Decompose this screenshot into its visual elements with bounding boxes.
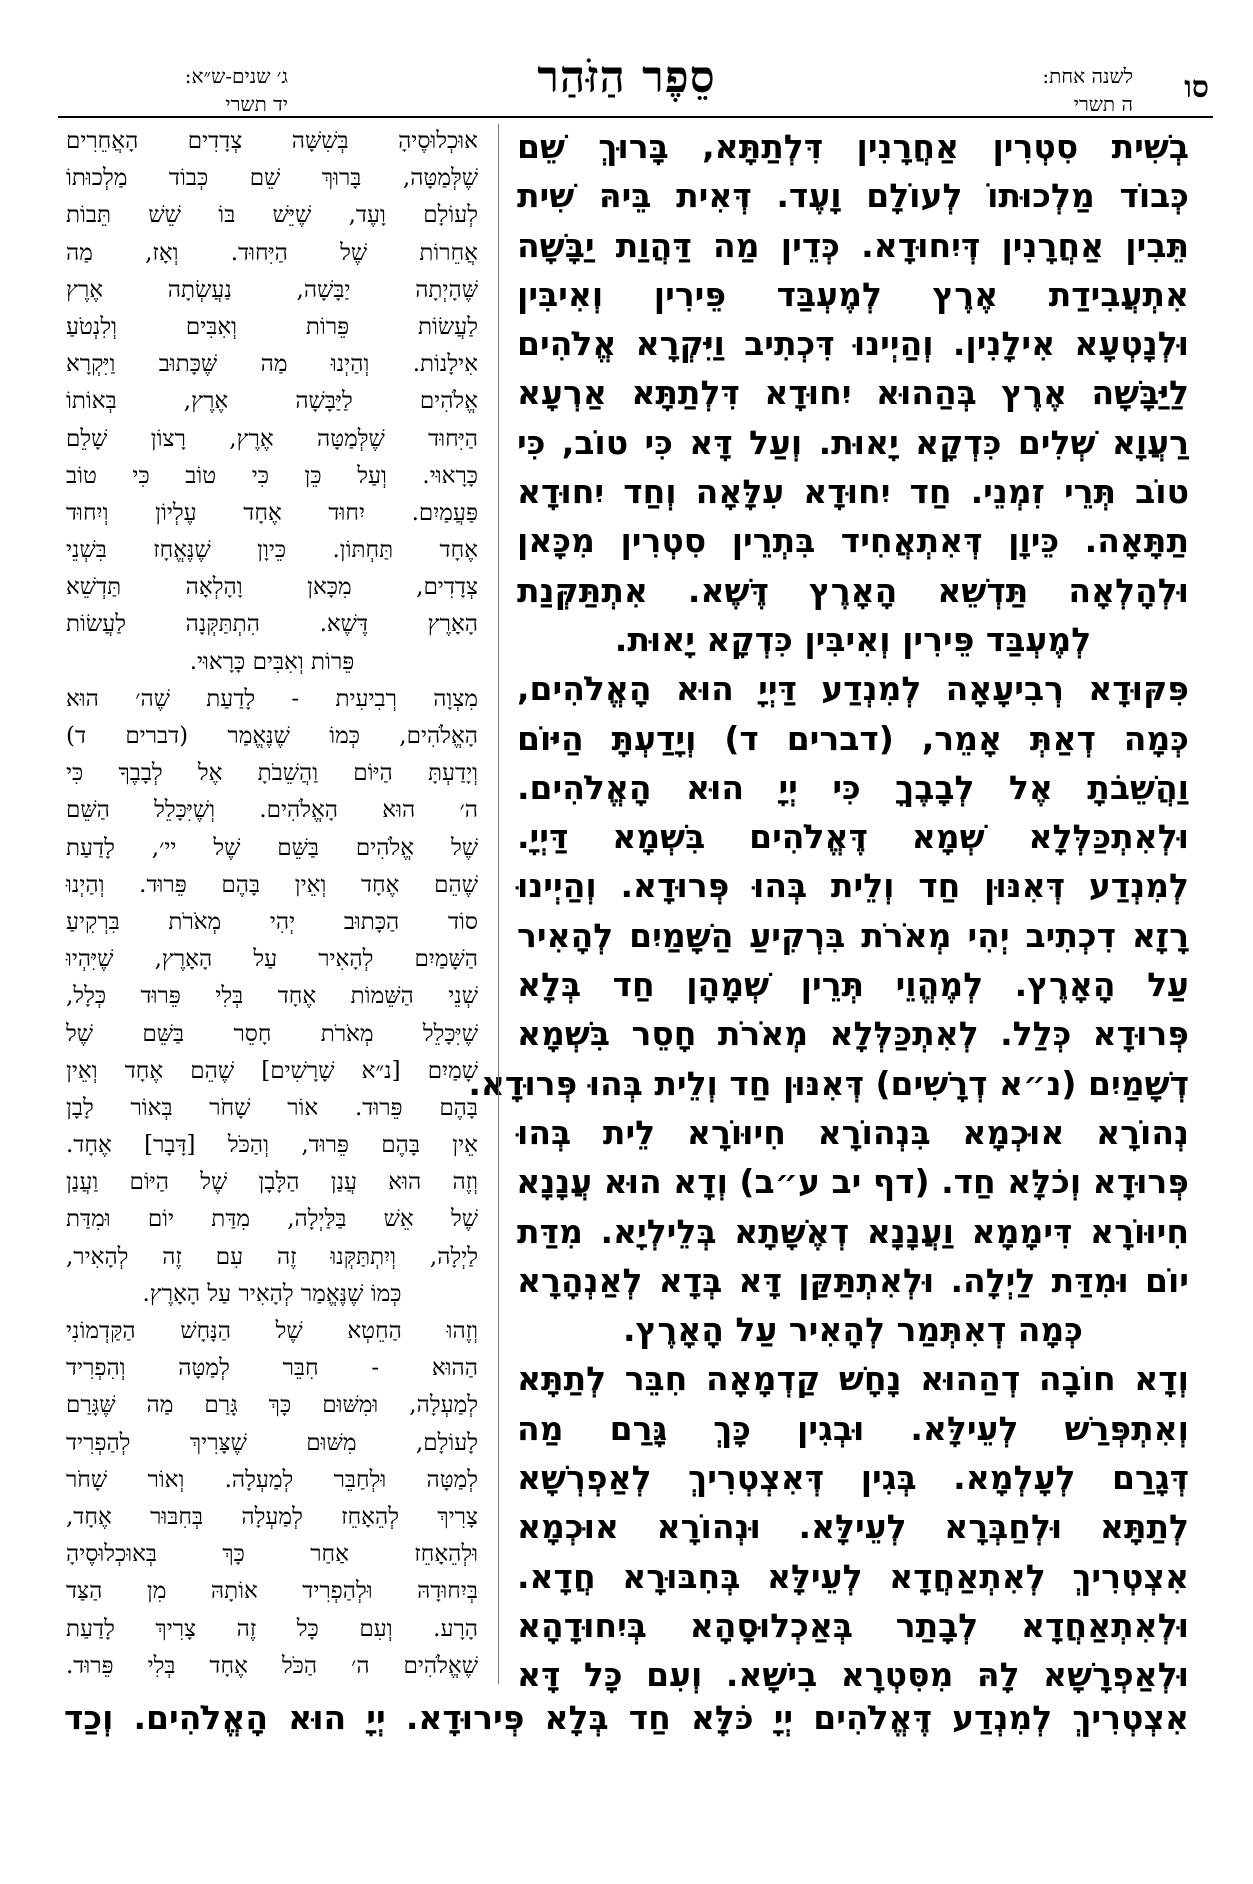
- main-text-line: וּלְאַפְרָשָׁא לָהּ מִסִּטְרָא בִישָׁא. וְעִם כָּל דָּא: [517, 1655, 1189, 1695]
- side-text-line: הַשָּׁמַיִם לְהָאִיר עַל הָאָרֶץ, שֶׁיִּהְיוּ: [66, 946, 478, 973]
- side-text-line: לַיְלָה, וְיִתְתַּקְּנוּ זֶה עִם זֶה לְהָאִיר,: [66, 1243, 478, 1270]
- side-text-line: הַהוּא - חִבֵּר לְמַטָּה וְהִפְרִיד: [66, 1355, 478, 1382]
- main-text-line: לְמִנְדַע דְּאִנּוּן חַד וְלֵית בְּהוּ פְּרוּדָא. וְהַיְינוּ: [517, 866, 1189, 906]
- side-text-line: הָרָע. וְעִם כָּל זֶה צָרִיךְ לָדַעַת: [66, 1615, 478, 1642]
- page-number: סו: [1184, 70, 1209, 105]
- side-text-line: אֲחֵרוֹת שֶׁל הַיִּחוּד. וְאָז, מַה: [66, 239, 478, 266]
- main-text-line: טוֹב תְּרֵי זִמְנֵי. חַד יִחוּדָא עִלָּאָה וְחַד יִחוּדָא: [517, 472, 1189, 512]
- side-text-line: וְיָדַעְתָּ הַיּוֹם וַהֲשֵׁבֹתָ אֶל לְבָבֶךָ כִּי: [66, 760, 478, 787]
- side-text-line: לְמַעְלָה, וּמִשּׁוּם כָּךְ גָּרַם מַה שֶּׁגָּרַם: [66, 1392, 478, 1419]
- main-text-line: נְהוֹרָא אוּכְמָא בִּנְהוֹרָא חִיוּוֹרָא לֵית בְּהוּ: [517, 1112, 1189, 1152]
- side-text-line: צְדָדִים, מִכָּאן וָהָלְאָה תַּדְשֵׁא: [66, 574, 478, 601]
- side-text-line: כְּמוֹ שֶׁנֶּאֱמַר לְהָאִיר עַל הָאָרֶץ.: [142, 1280, 402, 1307]
- main-text-line: כְּמָה דְאִתְּמַר לְהָאִיר עַל הָאָרֶץ.: [623, 1310, 1083, 1350]
- main-text-line: וּלְהָלְאָה תַּדְשֵׁא הָאָרֶץ דֶּשֶׁא. אִתְתַּקְּנַת: [517, 570, 1189, 610]
- side-text-line: לָעוֹלָם, מִשּׁוּם שֶׁצָּרִיךְ לְהַפְרִיד: [66, 1429, 478, 1456]
- side-text-line: פַּעֲמַיִם. יִחוּד אֶחָד עֶלְיוֹן וְיִחוּד: [66, 499, 478, 526]
- main-text-line: וַהֲשֵׁבֹתָ אֶל לְבָבֶךָ כִּי יְיָ הוּא הָאֱלֹהִים.: [517, 767, 1189, 807]
- main-text-line: פְּרוּדָא כְּלַל. לְאִתְכַּלְּלָא מְאֹרֹת חָסֵר בִּשְׁמָא: [517, 1014, 1189, 1054]
- book-title: סֵפֶר הַזֹּהַר: [537, 52, 716, 103]
- side-text-line: וְזֶהוּ הַחֵטְא שֶׁל הַנָּחָשׁ הַקַּדְמוֹנִי: [66, 1318, 478, 1344]
- side-text-line: וּלְהֵאָחֵז אַחַר כָּךְ בְּאוּכְלוּסֶיהָ: [66, 1541, 478, 1568]
- side-text-line: בָּהֶם פֵּרוּד. אוֹר שָׁחֹר בְּאוֹר לָבָן: [66, 1094, 478, 1121]
- side-text-line: סוֹד הַכָּתוּב יְהִי מְאֹרֹת בִּרְקִיעַ: [66, 908, 478, 935]
- main-text-line: פְּרוּדָא וְכֹלָּא חַד. (דף יב ע״ב) וְדָא הוּא עֲנָנָא: [516, 1162, 1189, 1202]
- main-column-aramaic: [468, 122, 1189, 1700]
- main-text-line: דְּגָרַם לְעָלְמָא. בְּגִין דְּאִצְטְרִיךְ לְאַפְרְשָׁא: [517, 1458, 1189, 1498]
- main-text-line: לַיַּבָּשָׁה אֶרֶץ בְּהַהוּא יִחוּדָא דִּלְתַתָּא אַרְעָא: [517, 373, 1189, 413]
- main-text-line: וְדָא חוֹבָה דְהַהוּא נָחָשׁ קַדְמָאָה חִבֵּר לְתַתָּא: [517, 1359, 1189, 1399]
- running-head-left-top: ג׳ שנים-ש״א:: [184, 64, 288, 88]
- main-text-line: חִיוּוֹרָא דִּימָמָא וַעֲנָנָא דְאֶשָּׁתָא בְּלֵילְיָא. מִדַּת: [517, 1211, 1189, 1251]
- side-text-line: פֵּרוֹת וְאִבִּים כָּרָאוּי.: [189, 648, 355, 675]
- side-text-line: כָּרָאוּי. וְעַל כֵּן כִּי טוֹב כִּי טוֹב: [66, 462, 478, 489]
- main-text-line: כְּמָה דְאַתְּ אָמֵר, (דברים ד) וְיָדַעְתָּ הַיּוֹם: [517, 718, 1189, 758]
- main-text-line: יוֹם וּמִדַּת לַיְלָה. וּלְאִתְתַּקַּן דָּא בְּדָא לְאַנְהָרָא: [517, 1260, 1189, 1300]
- side-text-line: שֶׁל אֵשׁ בַּלַּיְלָה, מִדַּת יוֹם וּמִדַּת: [66, 1206, 478, 1233]
- side-text-line: ה׳ הוּא הָאֱלֹהִים. וְשֶׁיִּכָּלֵל הַשֵּׁם: [66, 797, 478, 824]
- side-text-line: צָרִיךְ לְהֵאָחֵז לְמַעְלָה בְּחִבּוּר אֶחָד,: [66, 1503, 478, 1530]
- side-text-line: לְעוֹלָם וָעֶד, שֶׁיֵּשׁ בּוֹ שֵׁשׁ תֵּבוֹת: [66, 202, 478, 229]
- side-text-line: לַעֲשׂוֹת פֵּרוֹת וְאִבִּים וְלִנְטֹעַ: [66, 313, 478, 340]
- bottom-text-line: אִצְטְרִיךְ לְמִנְדַע דֶּאֱלֹהִים יְיָ כֹּלָּא חַד בְּלָא פְּירוּדָא. יְיָ הוּא הָאֱלֹהִים. וְכַד: [64, 1698, 1189, 1737]
- main-text-line: פִּקּוּדָא רְבִיעָאָה לְמִנְדַע דַּיְיָ הוּא הָאֱלֹהִים,: [517, 669, 1189, 709]
- side-text-line: אוּכְלוּסֶיהָ בְּשִׁשָּׁה צְדָדִים הָאֲחֵרִים: [66, 128, 478, 154]
- main-text-line: תֵּבִין אַחֲרָנִין דְּיִחוּדָא. כְּדֵין מַה דַּהֲוַת יַבָּשָׁה: [517, 225, 1189, 265]
- header-rule: [58, 116, 1213, 118]
- side-text-line: וְזֶה הוּא עֲנַן הַלָּבָן שֶׁל הַיּוֹם וַעֲנַן: [66, 1169, 478, 1196]
- side-text-line: שֶׁיִּכָּלֵל מְאֹרֹת חָסֵר בַּשֵּׁם שֶׁל: [66, 1020, 478, 1047]
- running-head-left-bottom: יד תשרי: [225, 92, 288, 116]
- main-text-line: אִתְעֲבִידַת אֶרֶץ לְמֶעְבַּד פֵּירִין וְאִיבִּין: [517, 274, 1189, 314]
- main-text-line: וְאִתְפְּרַשׁ לְעֵילָּא. וּבְגִין כָּךְ גָּרַם מַה: [517, 1408, 1189, 1448]
- side-text-line: שֶׁל אֱלֹהִים בַּשֵּׁם שֶׁל יי׳, לָדַעַת: [66, 834, 478, 861]
- side-text-line: בְּיִחוּדָהּ וּלְהַפְרִיד אוֹתָהּ מִן הַצַּד: [66, 1578, 478, 1605]
- side-text-line: אֱלֹהִים לַיַּבָּשָׁה אֶרֶץ, בְּאוֹתוֹ: [66, 388, 478, 415]
- side-text-line: שֶׁהֵם אֶחָד וְאֵין בָּהֶם פֵּרוּד. וְהַיְנוּ: [66, 871, 478, 898]
- side-text-line: לְמַטָּה וּלְחַבֵּר לְמַעְלָה. וְאוֹר שָׁחֹר: [66, 1466, 478, 1493]
- side-text-line: אֶחָד תַּחְתּוֹן. כֵּיוָן שֶׁנֶּאֱחָז בִּשְׁנֵי: [66, 537, 478, 564]
- running-head-right-top: לשנה אחת:: [1042, 64, 1133, 88]
- main-text-line: כְּבוֹד מַלְכוּתוֹ לְעוֹלָם וָעֶד. דְּאִית בֵּיהּ שִׁית: [517, 176, 1189, 216]
- main-text-line: וּלְאִתְאַחֲדָא לְבָתַר בְּאַכְלוּסָהָא בְּיִחוּדָהָא: [517, 1605, 1189, 1645]
- side-text-line: שֶּׁהָיְתָה יַבָּשָׁה, נַעֲשְׂתָה אֶרֶץ: [66, 276, 478, 303]
- main-text-line: לְמֶעְבַּד פֵּירִין וְאִיבִּין כִּדְקָא יָאוּת.: [614, 619, 1092, 659]
- side-text-line: הַיִּחוּד שֶׁלְּמַטָּה אֶרֶץ, רָצוֹן שָׁלֵם: [66, 425, 478, 452]
- side-text-line: הָאָרֶץ דֶּשֶׁא. הִתְתַּקְּנָה לַעֲשׂוֹת: [66, 611, 478, 638]
- running-head-right-bottom: ה תשרי: [1073, 92, 1133, 116]
- main-text-line: רַעֲוָא שְׁלִים כִּדְקָא יָאוּת. וְעַל דָּא כִּי טוֹב, כִּי: [517, 422, 1189, 462]
- main-text-line: רָזָא דִכְתִיב יְהִי מְאֹרֹת בִּרְקִיעַ הַשָּׁמַיִם לְהָאִיר: [517, 915, 1189, 955]
- main-text-line: דְשָׁמַיִם (נ״א דְרָשִׁים) דְּאִנּוּן חַד וְלֵית בְּהוּ פְּרוּדָא.: [468, 1063, 1189, 1103]
- column-divider: [498, 124, 499, 1684]
- main-text-line: וּלְאִתְכַּלְּלָא שְׁמָא דֶּאֱלֹהִים בִּשְׁמָא דַּיְיָ.: [517, 817, 1189, 857]
- side-text-line: שֶׁאֱלֹהִים ה׳ הַכֹּל אֶחָד בְּלִי פֵּרוּד.: [66, 1652, 478, 1679]
- main-text-line: תַתָּאָה. כֵּיוָן דְּאִתְאֲחִיד בִּתְרֵין סִטְרִין מִכָּאן: [517, 521, 1189, 561]
- side-text-line: הָאֱלֹהִים, כְּמוֹ שֶׁנֶּאֱמַר (דברים ד): [66, 723, 478, 749]
- side-text-line: מִצְוָה רְבִיעִית - לָדַעַת שֶׁה׳ הוּא: [66, 685, 478, 712]
- side-text-line: שְׁנֵי הַשֵּׁמוֹת אֶחָד בְּלִי פֵּרוּד כְּלָל,: [66, 983, 478, 1010]
- main-text-line: אִצְטְרִיךְ לְאִתְאַחֲדָא לְעֵילָּא בְּחִבּוּרָא חֲדָא.: [517, 1556, 1189, 1596]
- side-text-line: אִילָנוֹת. וְהַיְנוּ מַה שֶּׁכָּתוּב וַיִּקְרָא: [66, 351, 478, 378]
- side-column-hebrew: [66, 123, 478, 1685]
- main-text-line: בְשִׁית סִטְרִין אַחֲרָנִין דִּלְתַתָּא, בָּרוּךְ שֵׁם: [517, 127, 1189, 166]
- main-text-line: לְתַתָּא וּלְחַבְּרָא לְעֵילָּא. וּנְהוֹרָא אוּכְמָא: [517, 1507, 1189, 1547]
- bottom-full-width-text: [64, 1693, 1189, 1742]
- side-text-line: אֵין בָּהֶם פֵּרוּד, וְהַכֹּל [דָּבָר] אֶחָד.: [66, 1132, 478, 1159]
- main-text-line: עַל הָאָרֶץ. לְמֶהֱוֵי תְּרֵין שְׁמָהָן חַד בְּלָא: [517, 965, 1189, 1005]
- side-text-line: שָׁמַיִם [נ״א שָׁרָשִׁים] שֶׁהֵם אֶחָד וְאֵין: [66, 1057, 478, 1084]
- main-text-line: וּלְנָטְעָא אִילָנִין. וְהַיְינוּ דִּכְתִיב וַיִּקְרָא אֱלֹהִים: [517, 324, 1189, 364]
- side-text-line: שֶׁלְּמַטָּה, בָּרוּךְ שֵׁם כְּבוֹד מַלְכוּתוֹ: [66, 165, 478, 192]
